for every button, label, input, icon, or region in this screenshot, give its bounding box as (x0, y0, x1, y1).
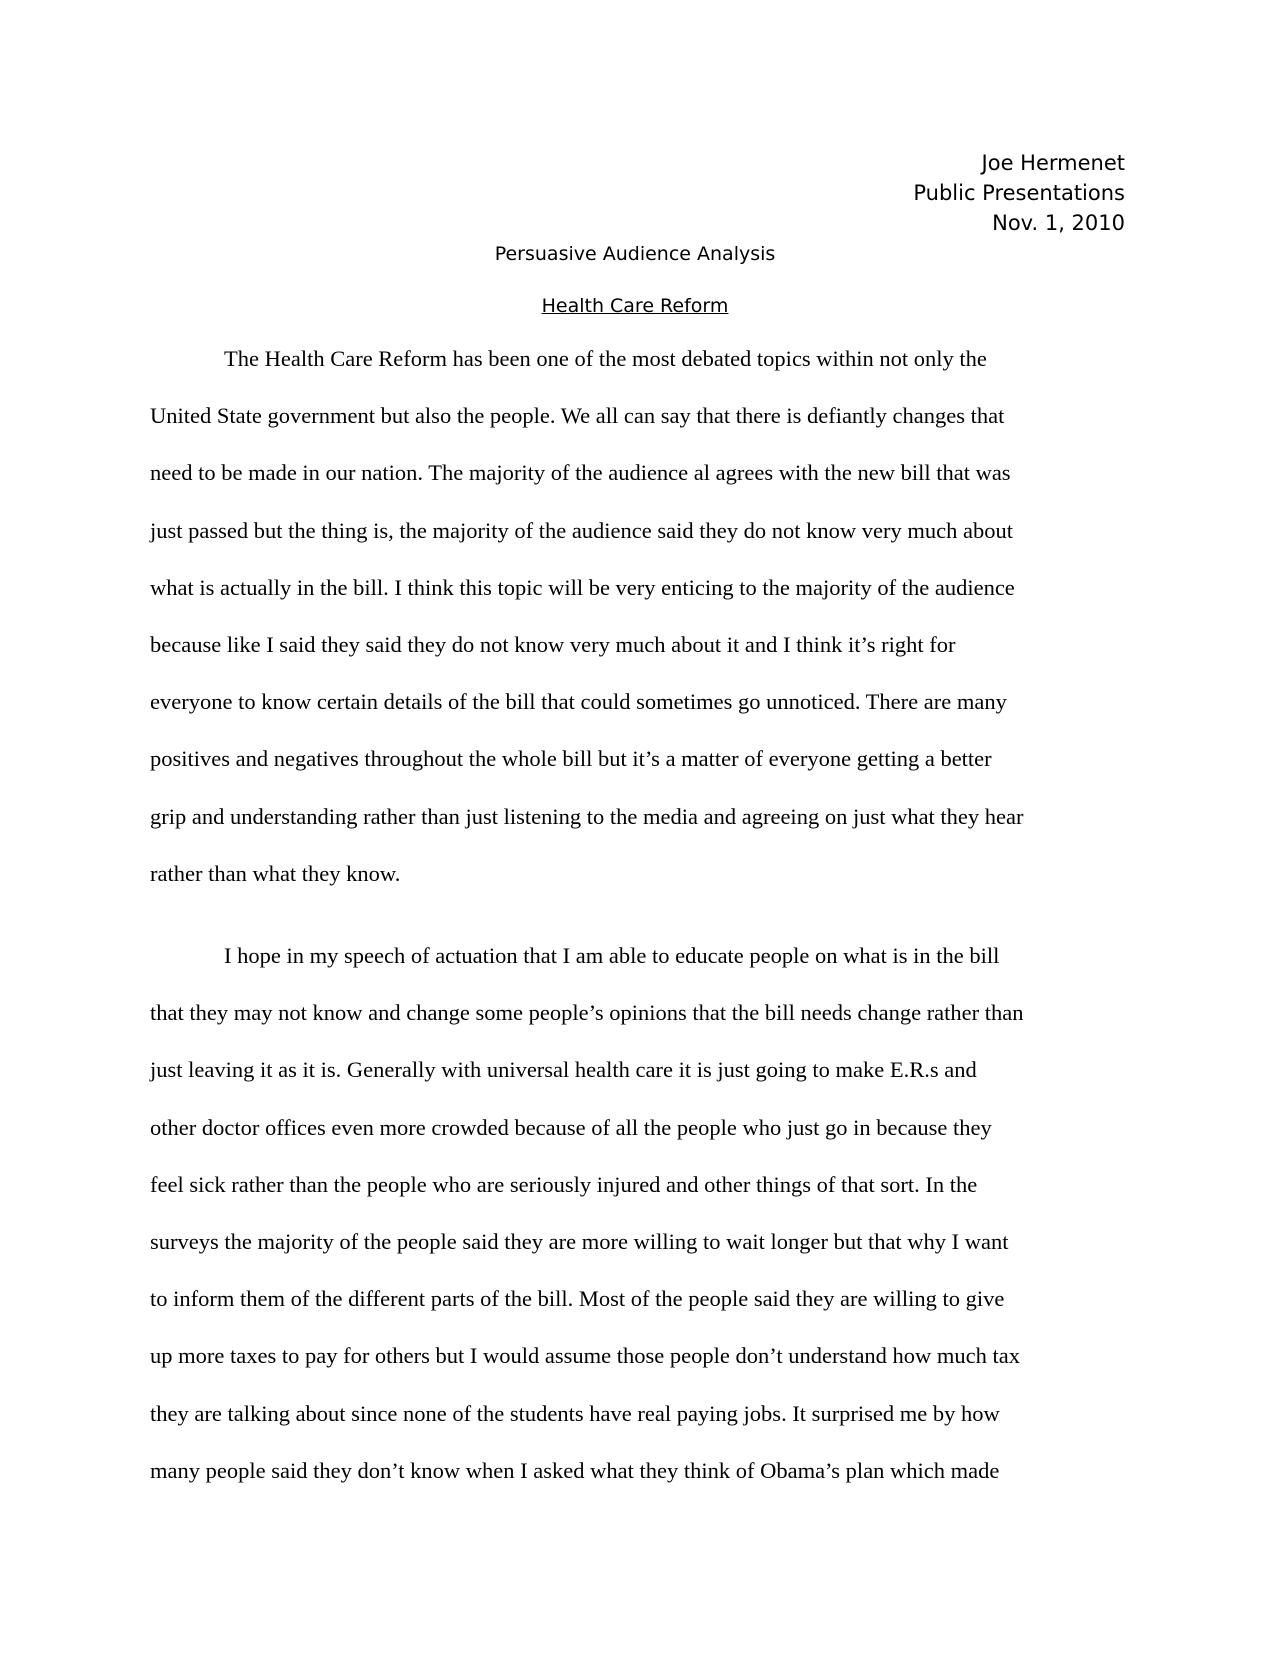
text-line: United State government but also the people. We all can say that there is defiantly changes that (150, 403, 1005, 429)
text-line: just passed but the thing is, the majority of the audience said they do not know very much about (150, 517, 1013, 543)
document-title: Persuasive Audience Analysis (494, 243, 776, 265)
text-line: The Health Care Reform has been one of the most debated topics within not only the (224, 346, 987, 371)
course-name: Public Presentations (913, 181, 1125, 205)
text-line: to inform them of the different parts of the bill. Most of the people said they are willing to give (150, 1286, 1005, 1312)
text-line: rather than what they know. (150, 860, 401, 886)
text-line: surveys the majority of the people said they are more willing to wait longer but that why I want (150, 1228, 1009, 1254)
text-line: grip and understanding rather than just listening to the media and agreeing on just what they hear (150, 803, 1024, 829)
text-line: positives and negatives throughout the whole bill but it’s a matter of everyone getting a better (150, 746, 992, 772)
text-line: many people said they don’t know when I asked what they think of Obama’s plan which made (150, 1457, 1000, 1483)
document-subtitle-wrap (0, 294, 1275, 318)
text-line: everyone to know certain details of the bill that could sometimes go unnoticed. There are many (150, 689, 1007, 715)
author-name: Joe Hermenet (981, 151, 1125, 175)
document-date: Nov. 1, 2010 (992, 211, 1125, 235)
text-line: up more taxes to pay for others but I would assume those people don’t understand how much tax (150, 1343, 1021, 1369)
text-line: need to be made in our nation. The majority of the audience al agrees with the new bill that was (150, 460, 1011, 486)
document-subtitle: Health Care Reform (541, 295, 729, 317)
text-line: other doctor offices even more crowded because of all the people who just go in because they (150, 1114, 992, 1140)
paragraph-2 (150, 927, 1150, 1499)
text-line: that they may not know and change some people’s opinions that the bill needs change rather than (150, 1000, 1024, 1026)
text-line: because like I said they said they do not know very much about it and I think it’s right for (150, 631, 956, 657)
paragraph-1 (150, 330, 1150, 902)
text-line: what is actually in the bill. I think this topic will be very enticing to the majority of the audience (150, 574, 1015, 600)
header-block (913, 148, 1125, 238)
text-line: feel sick rather than the people who are seriously injured and other things of that sort. In the (150, 1171, 978, 1197)
text-line: just leaving it as it is. Generally with universal health care it is just going to make E.R.s and (150, 1057, 977, 1083)
text-line: I hope in my speech of actuation that I am able to educate people on what is in the bill (224, 943, 1000, 968)
text-line: they are talking about since none of the students have real paying jobs. It surprised me by how (150, 1400, 1000, 1426)
